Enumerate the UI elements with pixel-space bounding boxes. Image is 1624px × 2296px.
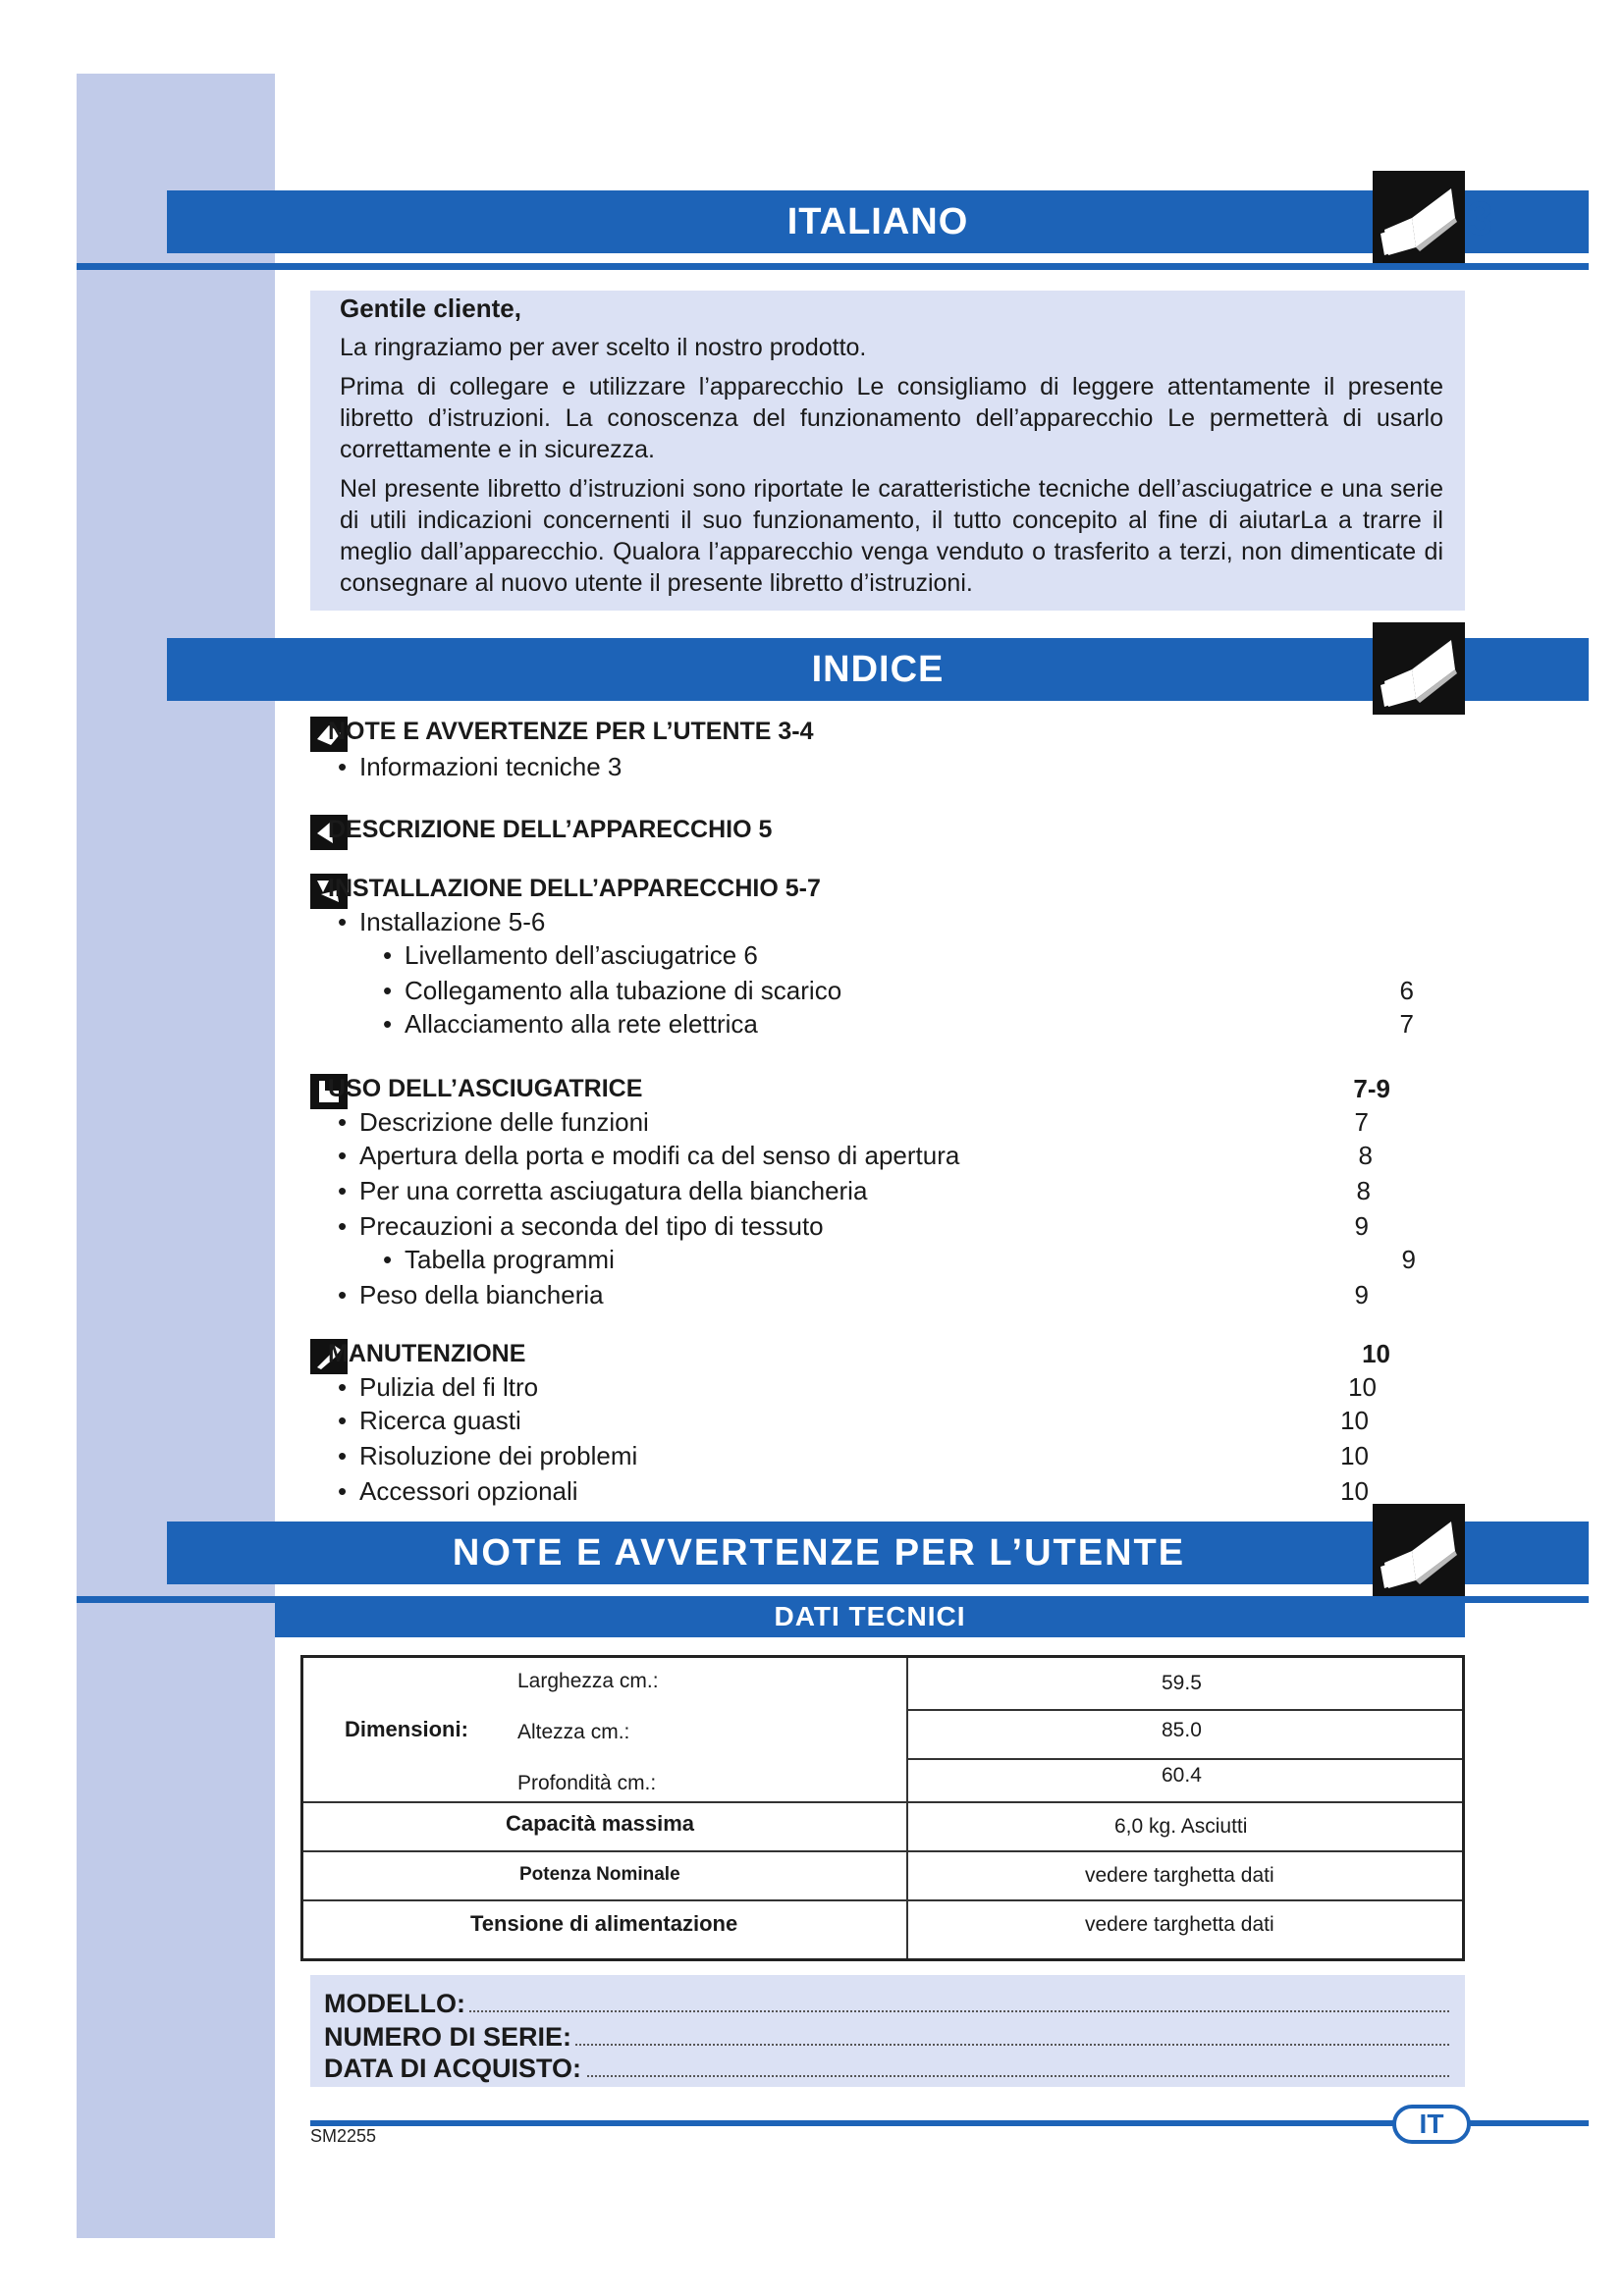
toc-page-number: 9: [1354, 1280, 1369, 1309]
toc-section-manutenzione-title: MANUTENZIONE: [328, 1340, 526, 1367]
toc-page-number: 10: [1340, 1441, 1369, 1470]
spec-dim-label: Dimensioni:: [345, 1717, 468, 1741]
spec-voltage-label: Tensione di alimentazione: [470, 1911, 738, 1936]
spec-row-line: [303, 1850, 1462, 1852]
spec-depth-label: Profondità cm.:: [517, 1772, 657, 1794]
spec-capacity-label: Capacità massima: [506, 1811, 694, 1836]
spec-power-label: Potenza Nominale: [519, 1864, 680, 1885]
document-code: SM2255: [310, 2126, 377, 2146]
toc-page-number: 9: [1354, 1211, 1369, 1241]
spec-divider: [906, 1658, 908, 1958]
toc-item[interactable]: • Pulizia del fi ltro: [338, 1372, 539, 1402]
toc-page-number: 8: [1356, 1176, 1371, 1205]
spec-row-line: [906, 1709, 1462, 1711]
toc-item[interactable]: • Per una corretta asciugatura della biancheria: [338, 1176, 868, 1205]
intro-paragraph-2: Prima di collegare e utilizzare l’apparecchio Le consigliamo di leggere attentamente il presente libretto d’istruzioni. La conoscenza del funzionamento dell’apparecchio Le permetterà di usarlo correttamente e in sicurezza.: [340, 373, 1443, 463]
toc-item[interactable]: • Ricerca guasti: [338, 1406, 521, 1435]
toc-item[interactable]: • Accessori opzionali: [338, 1476, 578, 1506]
indice-title: INDICE: [811, 649, 945, 690]
italiano-title: ITALIANO: [786, 201, 969, 242]
spec-capacity-value: 6,0 kg. Asciutti: [1114, 1815, 1248, 1838]
toc-page-number: 10: [1340, 1406, 1369, 1435]
spec-row-line: [906, 1758, 1462, 1760]
spec-width-label: Larghezza cm.:: [517, 1670, 659, 1692]
serial-field[interactable]: [324, 2020, 1449, 2054]
toc-item[interactable]: • Tabella programmi: [383, 1245, 615, 1274]
purchase-date-label: DATA DI ACQUISTO:: [324, 2052, 585, 2085]
toc-page-number: 7: [1354, 1107, 1369, 1137]
toc-item[interactable]: • Risoluzione dei problemi: [338, 1441, 638, 1470]
italiano-rule: [77, 263, 1589, 270]
spec-row-line: [303, 1899, 1462, 1901]
spec-power-value: vedere targhetta dati: [1085, 1864, 1274, 1887]
book-icon-box: [1373, 171, 1465, 263]
toc-section-uso-title: USO DELL’ASCIUGATRICE: [328, 1075, 643, 1102]
spec-width-value: 59.5: [1162, 1672, 1202, 1694]
intro-greeting: Gentile cliente,: [340, 294, 521, 323]
spec-height-value: 85.0: [1162, 1719, 1202, 1741]
book-icon: [1377, 626, 1461, 711]
spec-row-line: [303, 1801, 1462, 1803]
product-info-box: [310, 1975, 1465, 2087]
book-icon: [1377, 175, 1461, 259]
book-icon: [1377, 1508, 1461, 1592]
intro-paragraph-1: La ringraziamo per aver scelto il nostro prodotto.: [340, 334, 867, 361]
toc-page-number: 10: [1340, 1476, 1369, 1506]
toc-item[interactable]: • Apertura della porta e modifi ca del senso di apertura: [338, 1141, 960, 1170]
toc-page-number: 7-9: [1353, 1074, 1390, 1103]
spec-voltage-value: vedere targhetta dati: [1085, 1913, 1274, 1936]
model-field[interactable]: [324, 1987, 1449, 2020]
spec-table: [300, 1655, 1465, 1961]
spec-depth-value: 60.4: [1162, 1764, 1202, 1787]
toc-page-number: 10: [1348, 1372, 1377, 1402]
toc-page-number: 7: [1399, 1009, 1414, 1039]
toc-item[interactable]: • Precauzioni a seconda del tipo di tessuto: [338, 1211, 824, 1241]
book-icon-box: [1373, 1504, 1465, 1596]
toc-section-note-title: NOTE E AVVERTENZE PER L’UTENTE 3-4: [328, 718, 814, 745]
intro-box: [310, 291, 1465, 611]
book-icon-box: [1373, 622, 1465, 715]
toc-item[interactable]: • Collegamento alla tubazione di scarico: [383, 976, 842, 1005]
purchase-date-field[interactable]: [324, 2052, 1449, 2085]
toc-section-installazione-title: INSTALLAZIONE DELL’APPARECCHIO 5-7: [328, 875, 821, 902]
toc-item[interactable]: • Peso della biancheria: [338, 1280, 604, 1309]
language-badge: IT: [1392, 2105, 1471, 2144]
toc-item[interactable]: • Informazioni tecniche 3: [338, 752, 623, 781]
toc-page-number: 8: [1358, 1141, 1373, 1170]
toc-page-number: 9: [1401, 1245, 1416, 1274]
toc-item[interactable]: • Allacciamento alla rete elettrica: [383, 1009, 758, 1039]
note-title: NOTE E AVVERTENZE PER L’UTENTE: [452, 1532, 1186, 1574]
toc-item[interactable]: • Descrizione delle funzioni: [338, 1107, 649, 1137]
toc-item[interactable]: • Livellamento dell’asciugatrice 6: [383, 940, 758, 970]
toc-section-descrizione-title: DESCRIZIONE DELL’APPARECCHIO 5: [328, 816, 773, 843]
toc-item[interactable]: • Installazione 5-6: [338, 907, 546, 936]
intro-paragraph-3: Nel presente libretto d’istruzioni sono riportate le caratteristiche tecniche dell’asciugatrice e una serie di utili indicazioni concernenti il suo funzionamento, il tutto concepito al fine di aiutarLa a trarre il meglio dall’apparecchio. Qualora l’apparecchio venga venduto o trasferito a terzi, non dimenticate di consegnare al nuovo utente il presente libretto d’istruzioni.: [340, 475, 1443, 597]
spec-height-label: Altezza cm.:: [517, 1721, 630, 1743]
dati-tecnici-banner: DATI TECNICI: [275, 1596, 1465, 1637]
page-number: 3: [1467, 193, 1493, 245]
model-label: MODELLO:: [324, 1987, 469, 2020]
toc-page-number: 10: [1362, 1339, 1390, 1368]
left-margin-band: [77, 74, 275, 2238]
toc-page-number: 6: [1399, 976, 1414, 1005]
serial-label: NUMERO DI SERIE:: [324, 2020, 575, 2054]
dotted-line: [324, 2010, 1449, 2012]
